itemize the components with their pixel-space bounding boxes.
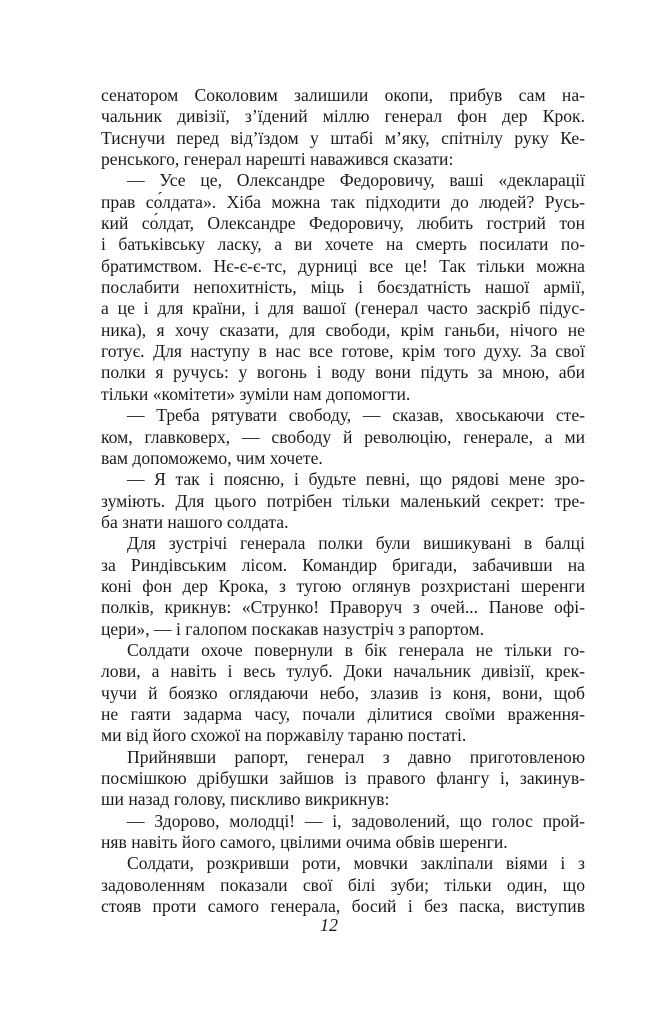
text-line: Тиснучи перед від’їздом у штабі м’яку, спітнілу руку Ке-: [101, 127, 585, 148]
text-line: Прийнявши рапорт, генерал з давно приготовленою: [127, 746, 585, 767]
text-line: кий со́лдат, Олександре Федоровичу, любить гострий тон: [101, 213, 585, 234]
text-line: тільки «комітети» зуміли нам допомогти.: [101, 383, 411, 404]
text-line: — Усе це, Олександре Федоровичу, ваші «декларації: [127, 170, 585, 191]
text-line: за Риндівським лісом. Командир бригади, забачивши на: [101, 554, 585, 575]
book-page-text: [101, 85, 585, 917]
text-line: сенатором Соколовим залишили окопи, прибув сам на-: [101, 85, 585, 105]
text-line: зуміють. Для цього потрібен тільки маленький секрет: тре-: [101, 490, 585, 511]
text-line: чальник дивізії, з’їдений міллю генерал фон дер Крок.: [101, 106, 585, 127]
page-number: 12: [320, 915, 338, 935]
text-line: ника), я хочу сказати, для свободи, крім ганьби, нічого не: [101, 319, 585, 340]
text-line: — Треба рятувати свободу, — сказав, хвоськаючи сте-: [127, 405, 585, 426]
text-line: готує. Для наступу в нас все готове, крім того духу. За свої: [101, 341, 585, 362]
text-line: ба знати нашого солдата.: [101, 511, 289, 532]
text-line: Солдати, розкривши роти, мовчки закліпали віями і з: [127, 853, 585, 874]
text-line: а це і для країни, і для вашої (генерал часто заскріб підус-: [101, 298, 585, 319]
text-line: прав со́лдата». Хіба можна так підходити до людей? Русь-: [101, 191, 585, 212]
text-line: — Здорово, молодці! — і, задоволений, що голос прой-: [127, 810, 585, 831]
text-line: — Я так і поясню, і будьте певні, що рядові мене зро-: [127, 469, 585, 490]
text-line: посмішкою дрібушки зайшов із правого флангу і, закинув-: [101, 768, 585, 788]
text-line: не гаяти задарма часу, почали ділитися своїми враження-: [101, 703, 585, 724]
text-line: послабити непохитність, міць і боєздатність нашої армії,: [101, 277, 585, 298]
text-line: ши назад голову, пискливо викрикнув:: [101, 789, 390, 810]
text-line: ком, главковерх, — свободу й революцію, генерале, а ми: [101, 426, 585, 447]
text-line: полків, крикнув: «Струнко! Праворуч з очей... Панове офі-: [101, 597, 585, 618]
text-line: цери», — і галопом поскакав назустріч з рапортом.: [101, 618, 485, 639]
text-line: задоволенням показали свої білі зуби; тільки один, що: [101, 874, 585, 895]
text-line: полки я ручусь: у вогонь і воду вони підуть за мною, аби: [101, 362, 585, 383]
text-line: коні фон дер Крока, з тугою оглянув розхристані шеренги: [101, 575, 585, 596]
text-line: чучи й боязко оглядаючи небо, злазив із коня, вони, щоб: [101, 682, 585, 703]
text-line: вам допоможемо, чим хочете.: [101, 447, 323, 468]
text-line: Солдати охоче повернули в бік генерала не тільки го-: [127, 639, 585, 660]
text-line: лови, а навіть і весь тулуб. Доки начальник дивізії, крек-: [101, 661, 585, 682]
text-line: стояв проти самого генерала, босий і без паска, виступив: [101, 896, 585, 917]
text-line: ми від його схожої на поржавілу тараню постаті.: [101, 725, 467, 746]
text-line: і батьківську ласку, а ви хочете на смерть посилати по-: [101, 234, 585, 255]
text-line: братимством. Нє-є-є-тс, дурниці все це! Так тільки можна: [101, 255, 585, 276]
text-line: ренського, генерал нарешті наважився сказати:: [101, 149, 454, 170]
text-line: Для зустрічі генерала полки були вишикувані в балці: [127, 533, 585, 554]
text-line: няв навіть його самого, цвілими очима обвів шеренги.: [101, 832, 508, 853]
